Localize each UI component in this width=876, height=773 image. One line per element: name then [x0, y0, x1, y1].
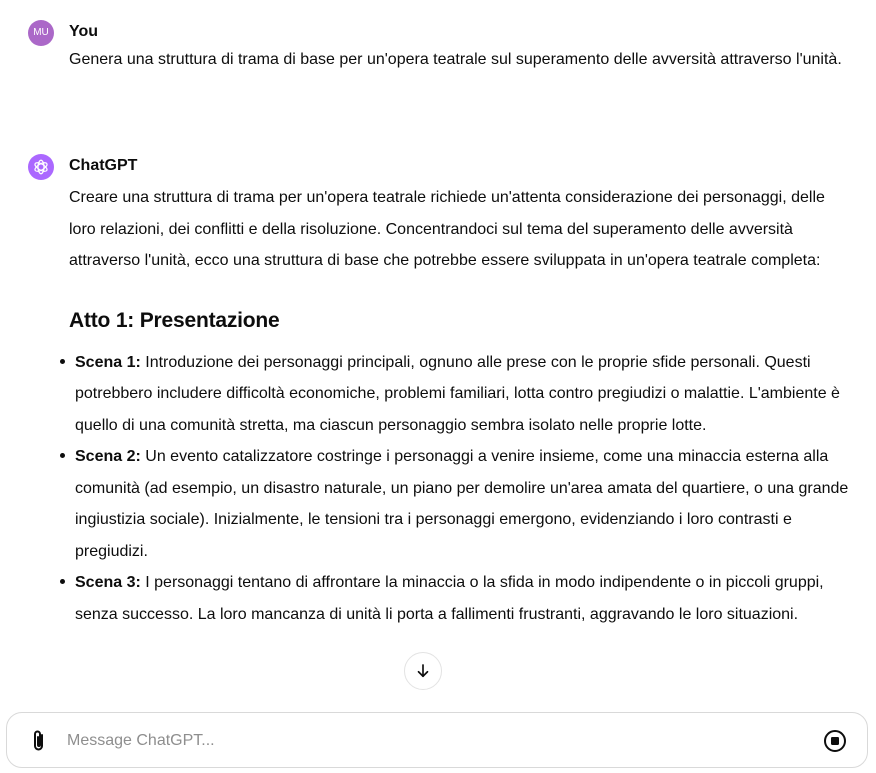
user-avatar: MU: [28, 20, 54, 46]
assistant-author-name: ChatGPT: [69, 157, 138, 174]
scene-label: Scena 1:: [75, 353, 141, 371]
stop-generating-button[interactable]: [823, 729, 847, 753]
list-item: [69, 347, 856, 442]
user-message-body: [69, 46, 856, 73]
message-input[interactable]: [67, 727, 787, 755]
scene-list: [69, 347, 856, 631]
scene-text: Introduzione dei personaggi principali, ognuno alle prese con le proprie sfide personali. Questi potrebbero includere difficoltà economiche, problemi familiari, lotta contro pregiudizi o malattie. L'ambiente è quello di una comunità stretta, ma ciascun personaggio sembra isolato nelle proprie lotte.: [75, 353, 840, 434]
scene-text: Un evento catalizzatore costringe i personaggi a venire insieme, come una minaccia esterna alla comunità (ad esempio, un disastro naturale, un piano per demolire un'area amata del quartiere, o una grande ingiustizia sociale). Inizialmente, le tensioni tra i personaggi emergono, evidenziando i loro contrasti e pregiudizi.: [75, 448, 849, 560]
stop-icon: [823, 729, 847, 753]
arrow-down-icon: [414, 662, 432, 680]
assistant-message-body: [69, 182, 856, 630]
act-heading: Atto 1: Presentazione: [69, 308, 280, 332]
attach-button[interactable]: [27, 727, 51, 755]
user-author-name: You: [69, 23, 99, 40]
assistant-avatar: [28, 154, 54, 180]
scroll-to-bottom-button[interactable]: [404, 652, 442, 690]
assistant-intro: Creare una struttura di trama per un'opera teatrale richiede un'attenta considerazione dei personaggi, delle loro relazioni, dei conflitti e della risoluzione. Concentrandoci sul tema del superamento delle avversità attraverso l'unità, ecco una struttura di base che potrebbe essere sviluppata in un'opera teatrale completa:: [69, 189, 825, 269]
scene-label: Scena 3:: [75, 574, 141, 591]
list-item: [69, 441, 856, 567]
message-composer: [6, 712, 868, 768]
openai-logo-icon: [32, 158, 50, 176]
scene-label: Scena 2:: [75, 448, 141, 465]
scene-text: I personaggi tentano di affrontare la minaccia o la sfida in modo indipendente o in piccoli gruppi, senza successo. La loro mancanza di unità li porta a fallimenti frustranti, aggravando le loro situazioni.: [75, 574, 824, 623]
list-item: [69, 567, 856, 630]
user-message-text: Genera una struttura di trama di base per un'opera teatrale sul superamento delle avversità attraverso l'unità.: [69, 51, 842, 68]
paperclip-icon: [30, 729, 48, 753]
